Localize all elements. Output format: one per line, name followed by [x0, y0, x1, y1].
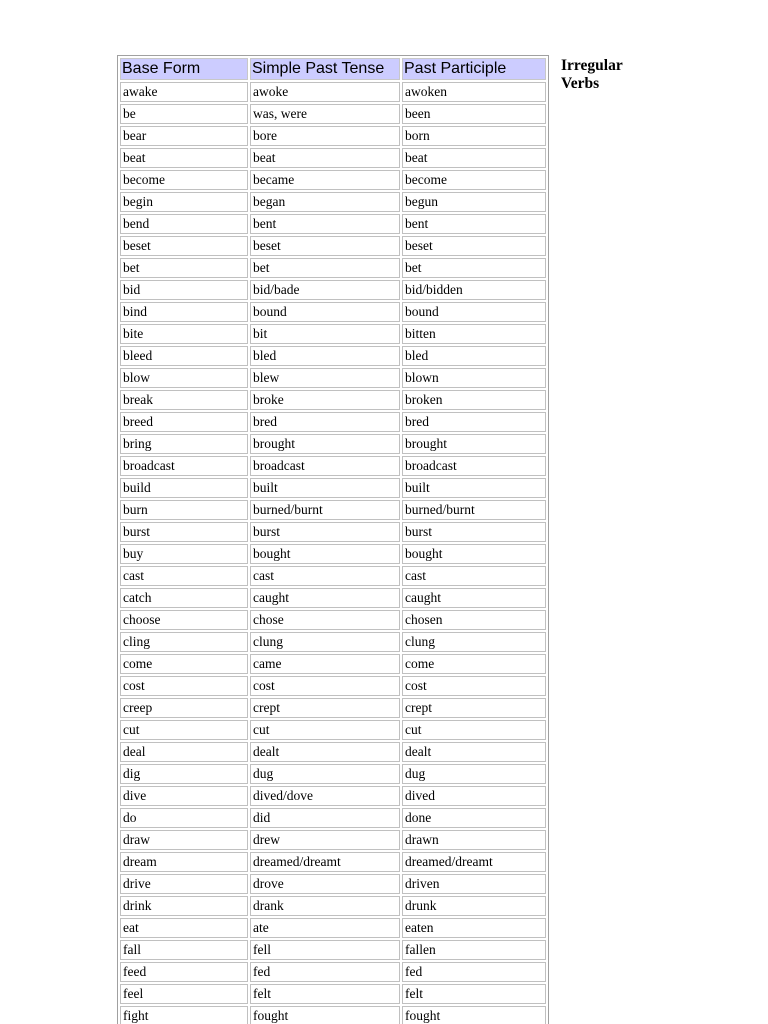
cell-base-form: creep [120, 698, 248, 718]
cell-base-form: dig [120, 764, 248, 784]
table-row [120, 104, 546, 124]
table-row [120, 874, 546, 894]
table-row [120, 610, 546, 630]
cell-base-form: bear [120, 126, 248, 146]
cell-simple-past: awoke [250, 82, 400, 102]
cell-simple-past: bred [250, 412, 400, 432]
table-row [120, 478, 546, 498]
cell-simple-past: drew [250, 830, 400, 850]
cell-past-participle: cut [402, 720, 546, 740]
cell-past-participle: fallen [402, 940, 546, 960]
header-simple-past-tense: Simple Past Tense [250, 58, 400, 80]
cell-past-participle: begun [402, 192, 546, 212]
table-row [120, 280, 546, 300]
table-row [120, 786, 546, 806]
cell-past-participle: fought [402, 1006, 546, 1024]
cell-simple-past: bled [250, 346, 400, 366]
cell-past-participle: come [402, 654, 546, 674]
cell-base-form: awake [120, 82, 248, 102]
table-row [120, 368, 546, 388]
cell-base-form: bite [120, 324, 248, 344]
cell-simple-past: was, were [250, 104, 400, 124]
cell-past-participle: burst [402, 522, 546, 542]
cell-past-participle: bound [402, 302, 546, 322]
table-row [120, 676, 546, 696]
cell-base-form: draw [120, 830, 248, 850]
header-row [120, 58, 546, 80]
table-row [120, 962, 546, 982]
cell-past-participle: bet [402, 258, 546, 278]
table-header [120, 58, 546, 80]
cell-past-participle: drawn [402, 830, 546, 850]
cell-past-participle: brought [402, 434, 546, 454]
table-row [120, 148, 546, 168]
cell-past-participle: built [402, 478, 546, 498]
cell-base-form: break [120, 390, 248, 410]
cell-base-form: drive [120, 874, 248, 894]
table-row [120, 830, 546, 850]
cell-simple-past: fought [250, 1006, 400, 1024]
cell-past-participle: burned/burnt [402, 500, 546, 520]
page-title [561, 57, 651, 93]
cell-past-participle: driven [402, 874, 546, 894]
cell-past-participle: dug [402, 764, 546, 784]
cell-base-form: be [120, 104, 248, 124]
cell-past-participle: been [402, 104, 546, 124]
cell-simple-past: bit [250, 324, 400, 344]
cell-past-participle: clung [402, 632, 546, 652]
cell-past-participle: cost [402, 676, 546, 696]
cell-base-form: become [120, 170, 248, 190]
cell-base-form: feel [120, 984, 248, 1004]
cell-base-form: build [120, 478, 248, 498]
irregular-verbs-table [117, 55, 549, 1024]
header-base-form: Base Form [120, 58, 248, 80]
table-row [120, 544, 546, 564]
cell-simple-past: came [250, 654, 400, 674]
cell-base-form: bid [120, 280, 248, 300]
cell-simple-past: felt [250, 984, 400, 1004]
cell-past-participle: born [402, 126, 546, 146]
cell-simple-past: burst [250, 522, 400, 542]
cell-base-form: dream [120, 852, 248, 872]
cell-base-form: cling [120, 632, 248, 652]
cell-base-form: bleed [120, 346, 248, 366]
table-row [120, 808, 546, 828]
cell-simple-past: chose [250, 610, 400, 630]
cell-past-participle: eaten [402, 918, 546, 938]
cell-simple-past: built [250, 478, 400, 498]
cell-simple-past: caught [250, 588, 400, 608]
cell-simple-past: bound [250, 302, 400, 322]
table-row [120, 324, 546, 344]
table-row [120, 764, 546, 784]
cell-past-participle: dived [402, 786, 546, 806]
table-row [120, 698, 546, 718]
cell-past-participle: awoken [402, 82, 546, 102]
table-row [120, 566, 546, 586]
cell-base-form: buy [120, 544, 248, 564]
cell-base-form: choose [120, 610, 248, 630]
table-row [120, 390, 546, 410]
cell-base-form: bet [120, 258, 248, 278]
cell-simple-past: dealt [250, 742, 400, 762]
cell-simple-past: began [250, 192, 400, 212]
cell-base-form: fall [120, 940, 248, 960]
table-row [120, 346, 546, 366]
table-row [120, 632, 546, 652]
table-row [120, 654, 546, 674]
cell-simple-past: fell [250, 940, 400, 960]
cell-past-participle: bitten [402, 324, 546, 344]
cell-simple-past: drove [250, 874, 400, 894]
table-row [120, 236, 546, 256]
cell-past-participle: broken [402, 390, 546, 410]
cell-base-form: cut [120, 720, 248, 740]
cell-simple-past: broke [250, 390, 400, 410]
table-row [120, 720, 546, 740]
irregular-verbs-table-container [117, 55, 549, 1024]
cell-simple-past: cost [250, 676, 400, 696]
table-row [120, 500, 546, 520]
table-row [120, 412, 546, 432]
cell-simple-past: became [250, 170, 400, 190]
cell-past-participle: become [402, 170, 546, 190]
cell-simple-past: did [250, 808, 400, 828]
table-row [120, 940, 546, 960]
cell-base-form: beat [120, 148, 248, 168]
table-row [120, 1006, 546, 1024]
cell-past-participle: bid/bidden [402, 280, 546, 300]
cell-simple-past: burned/burnt [250, 500, 400, 520]
header-past-participle: Past Participle [402, 58, 546, 80]
cell-past-participle: fed [402, 962, 546, 982]
cell-base-form: feed [120, 962, 248, 982]
cell-simple-past: ate [250, 918, 400, 938]
table-row [120, 456, 546, 476]
cell-past-participle: chosen [402, 610, 546, 630]
cell-base-form: breed [120, 412, 248, 432]
cell-simple-past: blew [250, 368, 400, 388]
cell-past-participle: felt [402, 984, 546, 1004]
cell-base-form: fight [120, 1006, 248, 1024]
cell-simple-past: clung [250, 632, 400, 652]
cell-simple-past: brought [250, 434, 400, 454]
cell-base-form: cast [120, 566, 248, 586]
cell-base-form: drink [120, 896, 248, 916]
cell-past-participle: dreamed/dreamt [402, 852, 546, 872]
cell-base-form: do [120, 808, 248, 828]
cell-base-form: burn [120, 500, 248, 520]
table-row [120, 126, 546, 146]
table-body [120, 82, 546, 1024]
cell-base-form: broadcast [120, 456, 248, 476]
cell-simple-past: bore [250, 126, 400, 146]
table-row [120, 82, 546, 102]
cell-simple-past: beat [250, 148, 400, 168]
cell-simple-past: bent [250, 214, 400, 234]
cell-past-participle: caught [402, 588, 546, 608]
cell-simple-past: dreamed/dreamt [250, 852, 400, 872]
cell-past-participle: bled [402, 346, 546, 366]
cell-past-participle: done [402, 808, 546, 828]
cell-base-form: eat [120, 918, 248, 938]
cell-base-form: deal [120, 742, 248, 762]
table-row [120, 302, 546, 322]
cell-past-participle: bought [402, 544, 546, 564]
cell-simple-past: bought [250, 544, 400, 564]
cell-simple-past: crept [250, 698, 400, 718]
table-row [120, 170, 546, 190]
cell-past-participle: dealt [402, 742, 546, 762]
table-row [120, 258, 546, 278]
table-row [120, 434, 546, 454]
table-row [120, 522, 546, 542]
cell-base-form: come [120, 654, 248, 674]
cell-base-form: bring [120, 434, 248, 454]
cell-simple-past: broadcast [250, 456, 400, 476]
cell-simple-past: cast [250, 566, 400, 586]
cell-simple-past: bet [250, 258, 400, 278]
cell-base-form: burst [120, 522, 248, 542]
title-line-2: Verbs [561, 75, 600, 92]
cell-past-participle: blown [402, 368, 546, 388]
cell-base-form: catch [120, 588, 248, 608]
cell-past-participle: crept [402, 698, 546, 718]
cell-past-participle: beat [402, 148, 546, 168]
cell-past-participle: bent [402, 214, 546, 234]
cell-past-participle: cast [402, 566, 546, 586]
table-row [120, 588, 546, 608]
cell-simple-past: beset [250, 236, 400, 256]
table-row [120, 192, 546, 212]
title-line-1: Irregular [561, 57, 623, 74]
cell-past-participle: broadcast [402, 456, 546, 476]
cell-simple-past: dug [250, 764, 400, 784]
table-row [120, 984, 546, 1004]
table-row [120, 918, 546, 938]
cell-simple-past: drank [250, 896, 400, 916]
cell-base-form: beset [120, 236, 248, 256]
cell-past-participle: beset [402, 236, 546, 256]
cell-base-form: bind [120, 302, 248, 322]
cell-simple-past: fed [250, 962, 400, 982]
cell-base-form: bend [120, 214, 248, 234]
cell-simple-past: dived/dove [250, 786, 400, 806]
cell-base-form: blow [120, 368, 248, 388]
table-row [120, 852, 546, 872]
cell-past-participle: drunk [402, 896, 546, 916]
cell-base-form: dive [120, 786, 248, 806]
cell-base-form: cost [120, 676, 248, 696]
table-row [120, 214, 546, 234]
cell-past-participle: bred [402, 412, 546, 432]
cell-simple-past: cut [250, 720, 400, 740]
cell-simple-past: bid/bade [250, 280, 400, 300]
table-row [120, 742, 546, 762]
table-row [120, 896, 546, 916]
cell-base-form: begin [120, 192, 248, 212]
